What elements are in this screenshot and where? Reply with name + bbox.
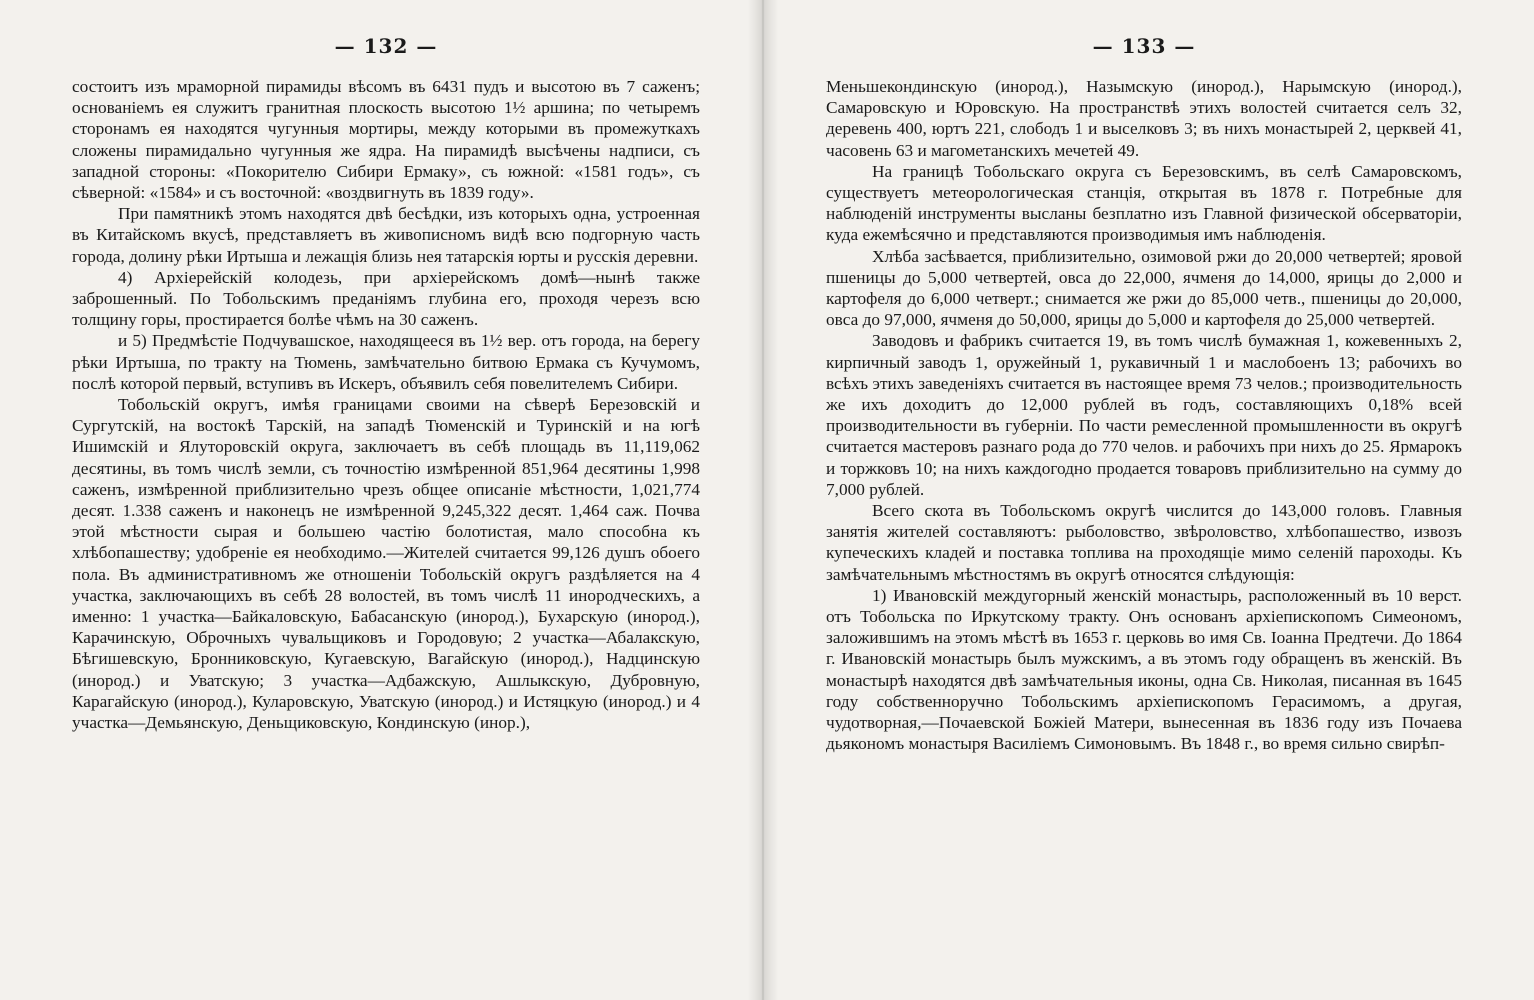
paragraph: Хлѣба засѣвается, приблизительно, озимовой ржи до 20,000 четвертей; яровой пшеницы до 5,000 четвертей, овса до 22,000, ячменя до 14,000, ярицы до 2,000 и картофеля до 6,000 четверт.; снимается же ржи до 85,000 четв., пшеницы до 20,000, овса до 97,000, ячменя до 50,000, ярицы до 5,000 и картофеля до 25,000 четвертей. bbox=[826, 246, 1462, 330]
paragraph: На границѣ Тобольскаго округа съ Березовскимъ, въ селѣ Самаровскомъ, существуетъ метеорологическая станція, открытая въ 1878 г. Потребные для наблюденій инструменты высланы безплатно изъ Главной физической обсерваторіи, куда ежемѣсячно и представляются производимыя имъ наблюденія. bbox=[826, 161, 1462, 245]
paragraph: состоитъ изъ мраморной пирамиды вѣсомъ въ 6431 пудъ и высотою въ 7 саженъ; основаніемъ ея служитъ гранитная плоскость высотою 1½ аршина; по четыремъ сторонамъ ея находятся чугунныя мортиры, между которыми въ промежуткахъ сложены пирамидально чугунныя же ядра. На пирамидѣ высѣчены надписи, съ западной стороны: «Покорителю Сибири Ермаку», съ южной: «1581 годъ», съ сѣверной: «1584» и съ восточной: «воздвигнуть въ 1839 году». bbox=[72, 77, 700, 203]
paragraph: Заводовъ и фабрикъ считается 19, въ томъ числѣ бумажная 1, кожевенныхъ 2, кирпичный заводъ 1, оружейный 1, рукавичный 1 и маслобоенъ 13; рабочихъ во всѣхъ этихъ заведеніяхъ считается въ настоящее время 73 челов.; производительность же ихъ доходитъ до 12,000 рублей въ годъ, составляющихъ 0,18% всей производительности въ губерніи. По части ремесленной промышленности въ округѣ считается мастеровъ разнаго рода до 770 челов. и рабочихъ при нихъ до 25. Ярмарокъ и торжковъ 10; на нихъ каждогодно продается товаровъ приблизительно на сумму до 7,000 рублей. bbox=[826, 331, 1462, 499]
right-page bbox=[762, 0, 1534, 1000]
right-page-text bbox=[826, 76, 1462, 755]
paragraph: 1) Ивановскій междугорный женскій монастырь, расположенный въ 10 верст. отъ Тобольска по Иркутскому тракту. Онъ основанъ архіепископомъ Симеономъ, заложившимъ на этомъ мѣстѣ въ 1653 г. церковь во имя Св. Іоанна Предтечи. До 1864 г. Ивановскій монастырь былъ мужскимъ, а въ этомъ году обращенъ въ женскій. Въ монастырѣ находятся двѣ замѣчательныя иконы, одна Св. Николая, писанная въ 1645 году собственноручно Тобольскимъ архіепископомъ Герасимомъ, а другая, чудотворная,—Почаевской Божіей Матери, вынесенная въ 1836 году изъ Почаева дьякономъ монастыря Василіемъ Симоновымъ. Въ 1848 г., во время сильно свирѣп- bbox=[826, 585, 1462, 754]
paragraph: 4) Архіерейскій колодезь, при архіерейскомъ домѣ—нынѣ также заброшенный. По Тобольскимъ преданіямъ глубина его, проходя черезъ всю толщину горы, простирается болѣе чѣмъ на 30 саженъ. bbox=[72, 267, 700, 330]
paragraph: При памятникѣ этомъ находятся двѣ бесѣдки, изъ которыхъ одна, устроенная въ Китайскомъ вкусѣ, представляетъ въ живописномъ видѣ всю подгорную часть города, долину рѣки Иртыша и лежащія близь нея татарскія юрты и русскія деревни. bbox=[72, 204, 700, 266]
left-page bbox=[0, 0, 762, 1000]
paragraph: Тобольскій округъ, имѣя границами своими на сѣверѣ Березовскій и Сургутскій, на востокѣ Тарскій, на западѣ Тюменскій и Туринскій и на югѣ Ишимскій и Ялуторовскій округа, заключаетъ въ себѣ площадь въ 11,119,062 десятины, въ томъ числѣ земли, съ точностію измѣренной 851,964 десятины 1,998 саженъ, измѣренной приблизительно чрезъ общее описаніе мѣстности, 1,021,774 десят. 1.338 саженъ и наконецъ не измѣренной 9,245,322 десят. 1,464 саж. Почва этой мѣстности сырая и большею частію болотистая, мало способна къ хлѣбопашеству; удобреніе ея необходимо.—Жителей считается 99,126 душъ обоего пола. Въ административномъ же отношеніи Тобольскій округъ раздѣляется на 4 участка, заключающихъ въ себѣ 28 волостей, въ томъ числѣ 11 инородческихъ, а именно: 1 участка—Байкаловскую, Бабасанскую (инород.), Бухарскую (инород.), Карачинскую, Оброчныхъ чувальщиковъ и Городовую; 2 участка—Абалакскую, Бѣгишевскую, Бронниковскую, Кугаевскую, Вагайскую (инород.), Надцинскую (инород.) и Уватскую; 3 участка—Адбажскую, Ашлыкскую, Дубровную, Карагайскую (инород.), Куларовскую, Уватскую (инород.) и Истяцкую (инород.) и 4 участка—Демьянскую, Деньщиковскую, Кондинскую (инор.), bbox=[72, 395, 700, 733]
paragraph: и 5) Предмѣстіе Подчувашское, находящееся въ 1½ вер. отъ города, на берегу рѣки Иртыша, по тракту на Тюмень, замѣчательно битвою Ермака съ Кучумомъ, послѣ которой первый, вступивъ въ Искеръ, объявилъ себя повелителемъ Сибири. bbox=[72, 331, 700, 393]
paragraph: Меньшекондинскую (инород.), Назымскую (инород.), Нарымскую (инород.), Самаровскую и Юровскую. На пространствѣ этихъ волостей считается селъ 32, деревень 400, юртъ 221, слободъ 1 и выселковъ 3; въ нихъ монастырей 2, церквей 41, часовень 63 и магометанскихъ мечетей 49. bbox=[826, 77, 1462, 160]
left-page-text bbox=[72, 76, 700, 733]
page-number-right: — 133 — bbox=[1092, 34, 1196, 58]
page-number-left: — 132 — bbox=[334, 34, 438, 58]
paragraph: Всего скота въ Тобольскомъ округѣ числится до 143,000 головъ. Главныя занятія жителей составляютъ: рыболовство, звѣроловство, хлѣбопашество, извозъ купеческихъ кладей и поставка топлива на проходящіе мимо селеній пароходы. Къ замѣчательнымъ мѣстностямъ въ округѣ относятся слѣдующія: bbox=[826, 501, 1462, 584]
